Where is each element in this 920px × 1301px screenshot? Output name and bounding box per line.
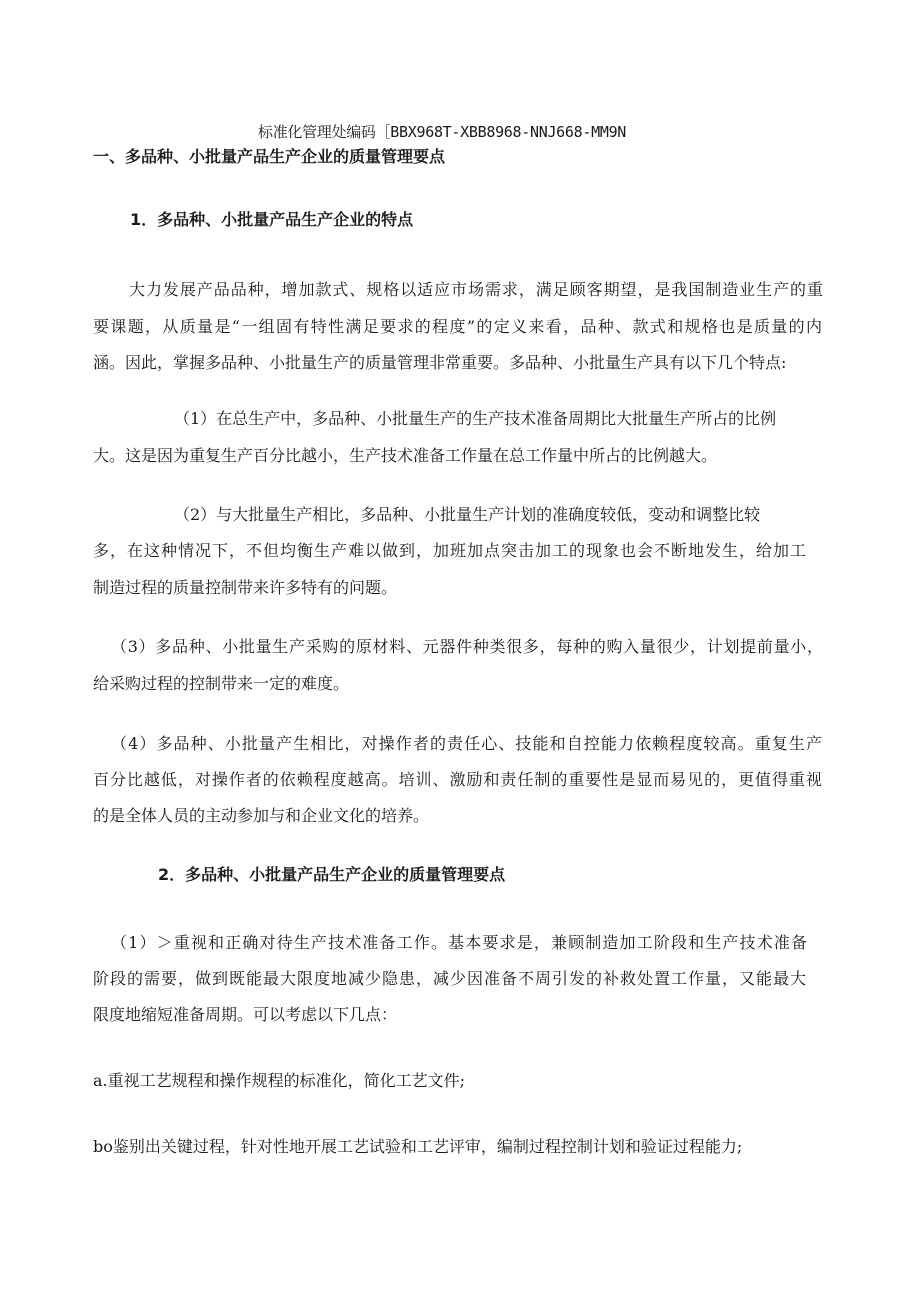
intro-line-3: 涵。因此，掌握多品种、小批量生产的质量管理非常重要。多品种、小批量生产具有以下几个特点: (93, 353, 787, 372)
item-2-line-2: 多，在这种情况下，不但均衡生产难以做到，加班加点突击加工的现象也会不断地发生，给加工 (93, 541, 806, 560)
item-1-line-1: （1）在总生产中，多品种、小批量生产的生产技术准备周期比大批量生产所占的比例 (174, 409, 777, 428)
subsection-heading-2: 2．多品种、小批量产品生产企业的质量管理要点 (158, 865, 506, 884)
point-a: a.重视工艺规程和操作规程的标准化，简化工艺文件; (93, 1071, 466, 1090)
item-2-line-1: （2）与大批量生产相比，多品种、小批量生产计划的准确度较低，变动和调整比较 (174, 505, 761, 524)
intro-line-1: 大力发展产品品种，增加款式、规格以适应市场需求，满足顾客期望，是我国制造业生产的重 (129, 280, 823, 299)
sub2-item-1-line-1: （1）＞重视和正确对待生产技术准备工作。基本要求是，兼顾制造加工阶段和生产技术准备 (111, 933, 807, 952)
item-4-line-2: 百分比越低，对操作者的依赖程度越高。培训、激励和责任制的重要性是显而易见的，更值得重视 (93, 770, 822, 789)
item-3-line-1: （3）多品种、小批量生产采购的原材料、元器件种类很多，每种的购入量很少，计划提前量小， (111, 637, 823, 656)
point-b: bo鉴别出关键过程，针对性地开展工艺试验和工艺评审，编制过程控制计划和验证过程能力; (93, 1137, 743, 1156)
subsection-heading-1: 1．多品种、小批量产品生产企业的特点 (130, 210, 414, 229)
item-4-line-3: 的是全体人员的主动参加与和企业文化的培养。 (93, 806, 430, 825)
item-1-line-2: 大。这是因为重复生产百分比越小，生产技术准备工作量在总工作量中所占的比例越大。 (93, 446, 718, 465)
sub2-item-1-line-3: 限度地缩短准备周期。可以考虑以下几点： (93, 1005, 398, 1024)
intro-line-2: 要课题，从质量是“一组固有特性满足要求的程度”的定义来看，品种、款式和规格也是质量的内 (93, 317, 822, 336)
item-3-line-2: 给采购过程的控制带来一定的难度。 (93, 674, 350, 693)
item-2-line-3: 制造过程的质量控制带来许多特有的问题。 (93, 578, 398, 597)
document-code: 标准化管理处编码［BBX968T-XBB8968-NNJ668-MM9N (258, 123, 627, 141)
item-4-line-1: （4）多品种、小批量产生相比，对操作者的责任心、技能和自控能力依赖程度较高。重复生产 (111, 734, 822, 753)
sub2-item-1-line-2: 阶段的需要，做到既能最大限度地减少隐患，减少因准备不周引发的补救处置工作量，又能最大 (93, 969, 806, 988)
section-heading: 一、多品种、小批量产品生产企业的质量管理要点 (93, 147, 446, 166)
